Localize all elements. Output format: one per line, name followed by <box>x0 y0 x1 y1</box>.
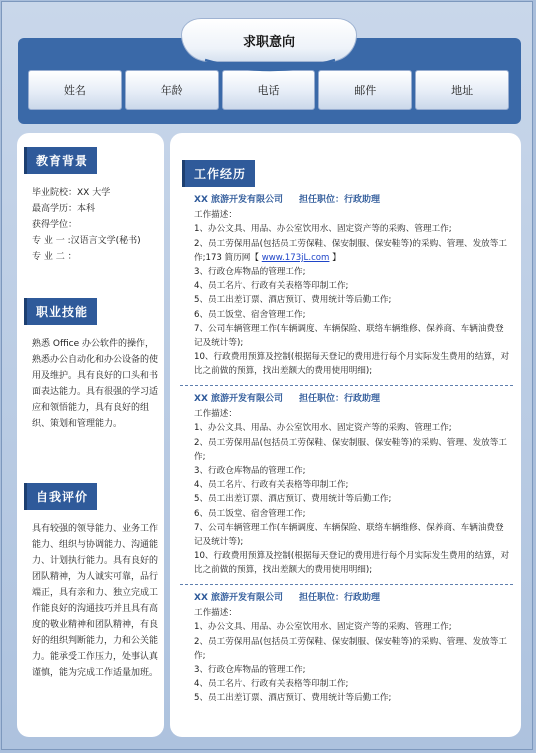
job-item: 7、公司车辆管理工作(车辆调度、车辆保险、联络车辆维修、保养商、车辆油费登记及统计等); <box>194 323 504 349</box>
job-position: 担任职位：行政助理 <box>299 394 381 404</box>
self-eval-text-wrap <box>32 521 160 681</box>
education-line: 最高学历：本科 <box>32 204 96 214</box>
job-entry <box>194 392 512 578</box>
job-entry <box>194 591 512 706</box>
education-line: 专 业 二 ： <box>32 252 77 262</box>
job-item: 5、员工出差订票、酒店预订、费用统计等后勤工作; <box>194 494 392 505</box>
company-name: XX 旅游开发有限公司 <box>194 195 284 205</box>
phone-field: 电话 <box>222 70 316 110</box>
left-panel <box>17 133 164 737</box>
job-entry <box>194 193 512 379</box>
header-fields <box>28 70 509 114</box>
page-title: 求职意向 <box>181 18 357 62</box>
job-item: 4、员工名片、行政有关表格等印制工作; <box>194 480 349 491</box>
job-position: 担任职位：行政助理 <box>299 593 381 603</box>
right-panel <box>170 133 521 737</box>
job-item: 1、办公文具、用品、办公室饮用水、固定资产等的采购、管理工作; <box>194 224 452 235</box>
skills-text-wrap <box>32 336 160 432</box>
job-item: 6、员工饭堂、宿舍管理工作; <box>194 508 306 519</box>
job-item: 3、行政仓库物品的管理工作; <box>194 665 306 676</box>
job-item: 3、行政仓库物品的管理工作; <box>194 267 306 278</box>
work-title: 工作经历 <box>182 160 255 187</box>
self-eval-text: 具有较强的领导能力、业务工作能力、组织与协调能力、沟通能力、计划执行能力。具有良好的团队精神，为人诚实可靠，品行端正，具有亲和力、独立完成工作能良好的沟通技巧并且具有高度的敬业精神和团队精神，有良好的组织判断能力，力和公关能力。能承受工作压力，处事认真谨慎，能为完成工作适量加班。 <box>32 524 159 678</box>
job-separator <box>180 385 513 386</box>
job-desc-label: 工作描述： <box>194 210 237 221</box>
job-item: 5、员工出差订票、酒店预订、费用统计等后勤工作; <box>194 295 392 306</box>
job-item: 10、行政费用预算及控制(根据每天登记的费用进行每个月实际发生费用的结算，对比之前做的预算，找出差额大的费用使用明细); <box>194 352 510 377</box>
age-field: 年龄 <box>125 70 219 110</box>
skills-text: 熟悉 Office 办公软件的操作，熟悉办公自动化和办公设备的使用及维护。具有良好的口头和书面表达能力。具有很强的学习适应和领悟能力，具有良好的组织、策划和管理能力。 <box>32 339 159 429</box>
job-item: 10、行政费用预算及控制(根据每天登记的费用进行每个月实际发生费用的结算，对比之前做的预算，找出差额大的费用使用明细); <box>194 551 510 576</box>
education-title: 教育背景 <box>24 147 97 174</box>
skills-title: 职业技能 <box>24 298 97 325</box>
job-item: 2、员工劳保用品(包括员工劳保鞋、保安制服、保安鞋等)的采购、管理、发放等工作; <box>194 636 507 661</box>
education-line: 获得学位： <box>32 220 78 230</box>
education-list <box>32 185 160 265</box>
address-field: 地址 <box>415 70 509 110</box>
job-item: 5、员工出差订票、酒店预订、费用统计等后勤工作; <box>194 693 392 704</box>
title-swoosh-decoration <box>205 58 335 76</box>
email-field: 邮件 <box>318 70 412 110</box>
name-field: 姓名 <box>28 70 122 110</box>
company-name: XX 旅游开发有限公司 <box>194 394 284 404</box>
job-desc-label: 工作描述： <box>194 608 237 619</box>
job-item: 3、行政仓库物品的管理工作; <box>194 466 306 477</box>
job-item: 7、公司车辆管理工作(车辆调度、车辆保险、联络车辆维修、保养商、车辆油费登记及统计等); <box>194 522 504 548</box>
self-eval-title: 自我评价 <box>24 483 97 510</box>
job-item: 1、办公文具、用品、办公室饮用水、固定资产等的采购、管理工作; <box>194 622 452 633</box>
job-item: 6、员工饭堂、宿舍管理工作; <box>194 309 306 320</box>
website-link[interactable]: www.173jL.com <box>261 252 330 263</box>
education-line: 毕业院校：XX 大学 <box>32 188 111 198</box>
job-item: 4、员工名片、行政有关表格等印制工作; <box>194 679 349 690</box>
job-header <box>194 193 512 207</box>
company-name: XX 旅游开发有限公司 <box>194 593 284 603</box>
job-desc-label: 工作描述： <box>194 409 237 420</box>
job-item-text: 2、员工劳保用品(包括员工劳保鞋、保安制服、保安鞋等)的采购、管理、发放等工作;173 简历网【 <box>194 238 507 263</box>
job-position: 担任职位：行政助理 <box>299 195 381 205</box>
job-header <box>194 392 512 406</box>
job-item-with-link <box>194 237 512 265</box>
job-item: 1、办公文具、用品、办公室饮用水、固定资产等的采购、管理工作; <box>194 423 452 434</box>
job-item: 4、员工名片、行政有关表格等印制工作; <box>194 281 349 292</box>
job-header <box>194 591 512 605</box>
education-line: 专 业 一 :汉语言文学(秘书) <box>32 236 141 246</box>
link-suffix: 】 <box>332 252 341 263</box>
job-separator <box>180 584 513 585</box>
job-item: 2、员工劳保用品(包括员工劳保鞋、保安制服、保安鞋等)的采购、管理、发放等工作; <box>194 437 507 462</box>
